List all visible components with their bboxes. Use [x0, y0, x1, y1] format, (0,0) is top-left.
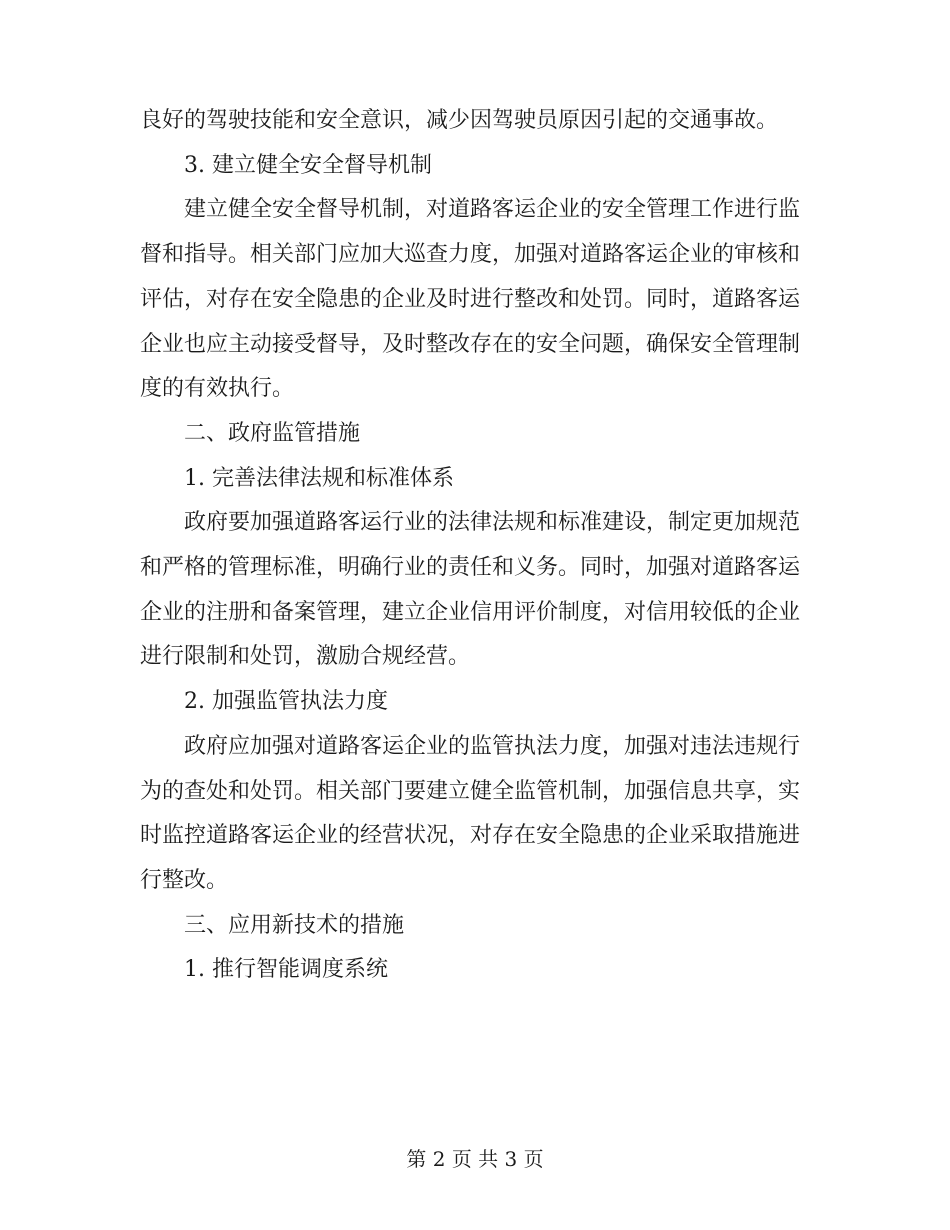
paragraph-continuation: 良好的驾驶技能和安全意识，减少因驾驶员原因引起的交通事故。 — [140, 108, 779, 133]
page-number-footer: 第 2 页 共 3 页 — [406, 1147, 544, 1171]
paragraph-enforcement: 政府应加强对道路客运企业的监管执法力度，加强对违法违规行为的查处和处罚。相关部门要建立健全监管机制，加强信息共享，实时监控道路客运企业的经营状况，对存在安全隐患的企业采取措施进行整改。 — [140, 733, 801, 893]
section-heading-smart-dispatch: 1. 推行智能调度系统 — [184, 957, 388, 983]
chapter-heading-2: 二、政府监管措施 — [184, 420, 361, 446]
document-body — [140, 99, 800, 993]
section-heading-1: 1. 完善法律法规和标准体系 — [184, 465, 454, 491]
paragraph-regulations: 政府要加强道路客运行业的法律法规和标准建设，制定更加规范和严格的管理标准，明确行业的责任和义务。同时，加强对道路客运企业的注册和备案管理，建立企业信用评价制度，对信用较低的企业进行限制和处罚，激励合规经营。 — [140, 510, 801, 670]
section-heading-3: 3. 建立健全安全督导机制 — [184, 152, 432, 178]
chapter-heading-3: 三、应用新技术的措施 — [184, 912, 405, 938]
section-heading-2: 2. 加强监管执法力度 — [184, 689, 388, 715]
paragraph-supervision: 建立健全安全督导机制，对道路客运企业的安全管理工作进行监督和指导。相关部门应加大巡查力度，加强对道路客运企业的审核和评估，对存在安全隐患的企业及时进行整改和处罚。同时，道路客运企业也应主动接受督导，及时整改存在的安全问题，确保安全管理制度的有效执行。 — [140, 197, 801, 402]
